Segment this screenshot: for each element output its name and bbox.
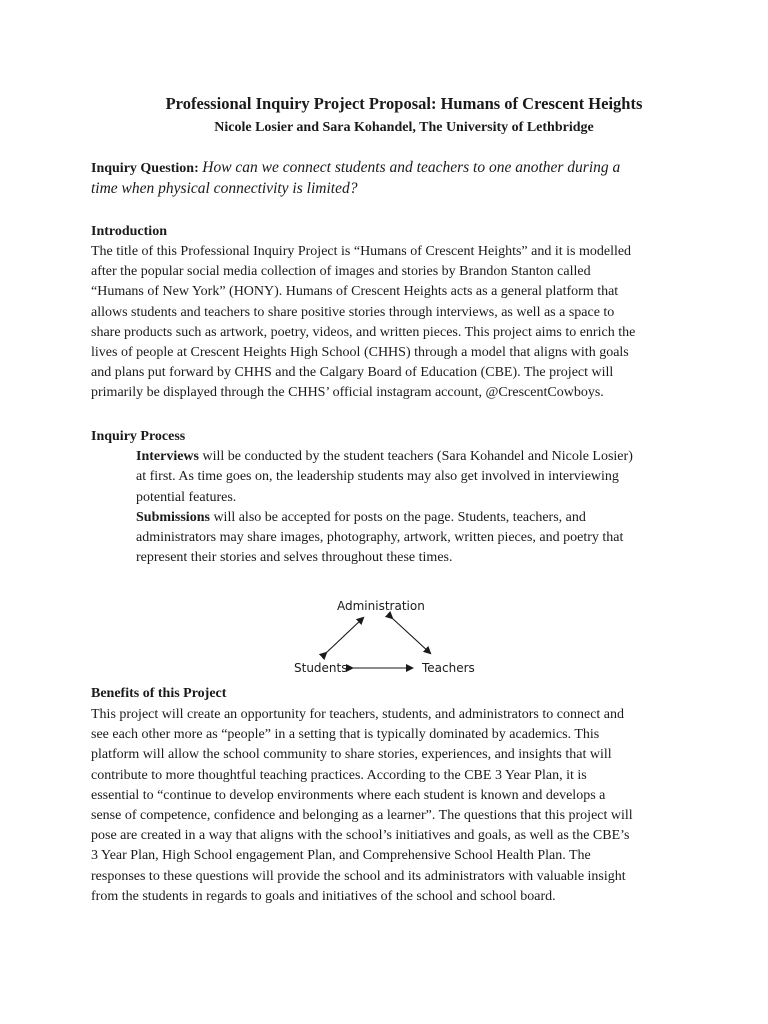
inquiry-process-heading: Inquiry Process bbox=[91, 429, 186, 444]
benefits-line: see each other more as “people” in a setting that is typically dominated by academics. This bbox=[91, 727, 600, 743]
intro-line: lives of people at Crescent Heights High School (CHHS) through a model that aligns with goals bbox=[91, 345, 629, 361]
submissions-text: represent their stories and selves throughout these times. bbox=[136, 550, 453, 566]
benefits-line: pose are created in a way that aligns with the school’s initiatives and goals, as well as the CBE’s bbox=[91, 828, 630, 844]
document-title: Professional Inquiry Project Proposal: Humans of Crescent Heights bbox=[165, 94, 643, 113]
benefits-line: sense of competence, confidence and belonging as a learner”. The questions that this project will bbox=[91, 808, 633, 824]
interviews-text: potential features. bbox=[136, 489, 237, 505]
diagram-administration: Administration bbox=[337, 599, 425, 613]
interviews-text: will be conducted by the student teachers (Sara Kohandel and Nicole Losier) bbox=[199, 449, 633, 464]
benefits-line: This project will create an opportunity for teachers, students, and administrators to connect and bbox=[91, 707, 625, 722]
intro-line: allows students and teachers to share positive stories through interviews, as well as a space to bbox=[91, 304, 615, 320]
inquiry-question bbox=[91, 158, 661, 199]
submissions-label: Submissions bbox=[136, 509, 210, 525]
intro-line: The title of this Professional Inquiry Project is “Humans of Crescent Heights” and it is modelled bbox=[91, 244, 632, 259]
benefits-line: 3 Year Plan, High School engagement Plan, and Comprehensive School Health Plan. The bbox=[91, 848, 591, 864]
submissions-text: will also be accepted for posts on the page. Students, teachers, and bbox=[209, 509, 586, 525]
diagram-teachers: Teachers bbox=[422, 661, 475, 675]
interviews-text: at first. As time goes on, the leadership students may also get involved in interviewing bbox=[136, 469, 619, 485]
inquiry-question-text-1: How can we connect students and teachers to one another during a bbox=[202, 159, 621, 176]
interviews-label: Interviews bbox=[136, 449, 199, 464]
benefits-line: platform will allow the school community to share stories, experiences, and insights that will bbox=[91, 747, 612, 763]
intro-line: primarily be displayed through the CHHS’ official instagram account, @CrescentCowboys. bbox=[91, 385, 604, 401]
intro-line: share products such as artwork, poetry, videos, and written pieces. This project aims to enrich the bbox=[91, 324, 636, 340]
arrow-students-administration bbox=[326, 618, 363, 653]
benefits-line: from the students in regards to goals and initiatives of the school and school board. bbox=[91, 888, 556, 904]
benefits-heading: Benefits of this Project bbox=[91, 686, 227, 701]
benefits-line: essential to “continue to develop environments where each student is known and develops a bbox=[91, 787, 606, 803]
inquiry-process-body bbox=[136, 447, 676, 569]
arrow-administration-teachers bbox=[392, 618, 430, 653]
benefits-body bbox=[91, 705, 661, 907]
inquiry-question-text-2: time when physical connectivity is limited? bbox=[91, 180, 358, 198]
relationship-diagram bbox=[280, 592, 480, 682]
submissions-text: administrators may share images, photography, artwork, written pieces, and poetry that bbox=[136, 530, 624, 546]
intro-line: after the popular social media collection of images and stories by Brandon Stanton called bbox=[91, 264, 591, 280]
intro-line: and plans put forward by CHHS and the Calgary Board of Education (CBE). The project will bbox=[91, 365, 614, 381]
intro-line: “Humans of New York” (HONY). Humans of Crescent Heights acts as a general platform that bbox=[91, 284, 619, 300]
benefits-line: responses to these questions will provide the school and its administrators with valuable insight bbox=[91, 868, 626, 884]
benefits-line: contribute to more thoughtful teaching practices. According to the CBE 3 Year Plan, it is bbox=[91, 767, 587, 783]
introduction-body bbox=[91, 242, 661, 404]
diagram-students: Students bbox=[294, 661, 348, 675]
inquiry-question-label: Inquiry Question: bbox=[91, 161, 199, 176]
document-authors: Nicole Losier and Sara Kohandel, The University of Lethbridge bbox=[214, 120, 594, 135]
introduction-heading: Introduction bbox=[91, 224, 167, 239]
